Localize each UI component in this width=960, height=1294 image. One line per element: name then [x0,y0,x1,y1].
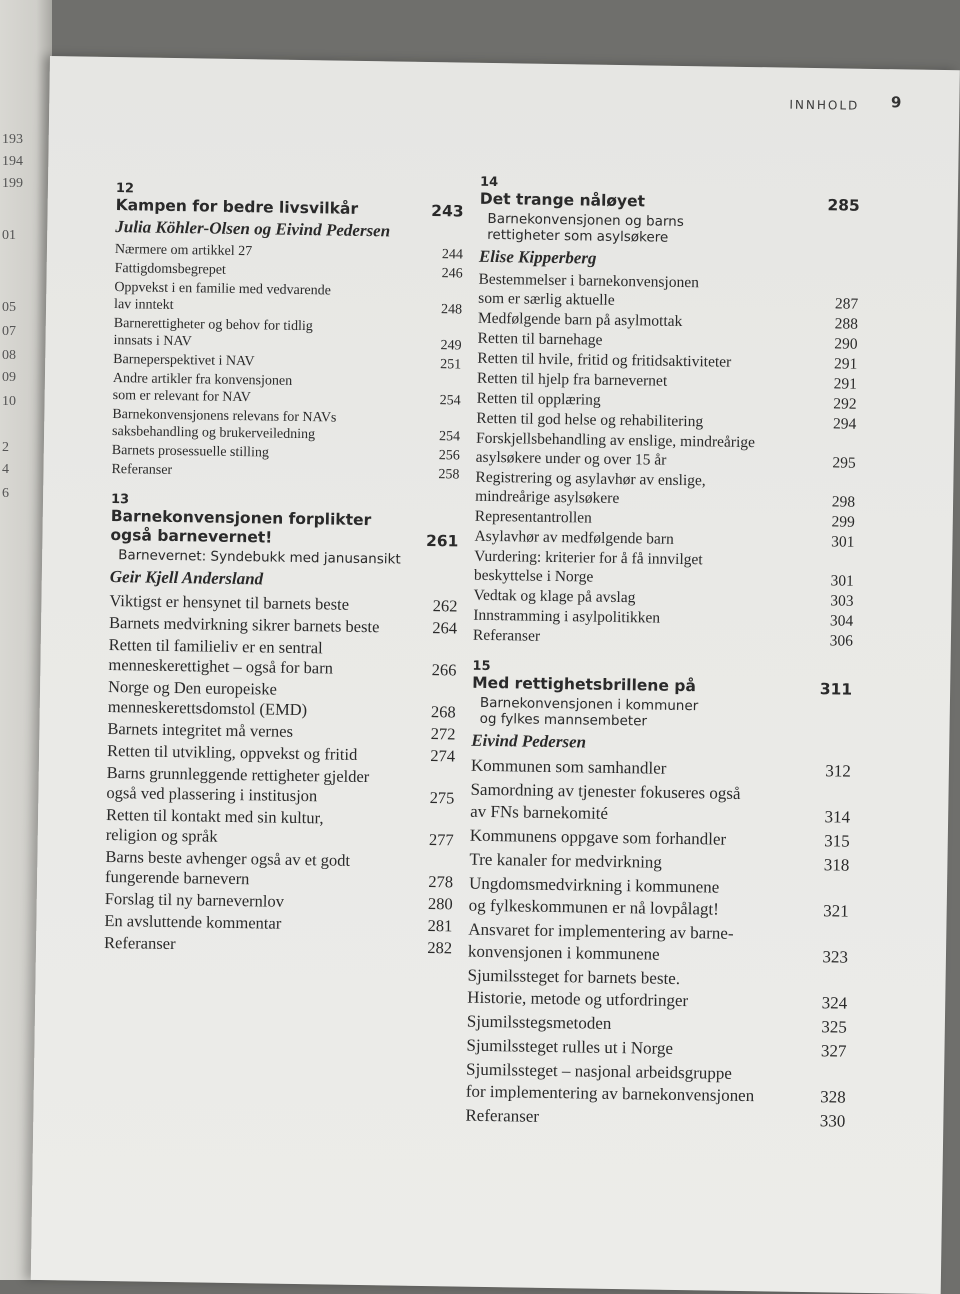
chapter-subtitle: Barnevernet: Syndebukk med janusansikt [118,547,401,568]
toc-entry [107,741,455,766]
toc-entry [104,911,452,936]
chapter-subtitle: Barnekonvensjonen og barns rettigheter som asylsøkere [487,210,684,246]
toc-entry-page: 268 [430,702,456,722]
toc-entry-page: 288 [834,315,859,333]
toc-entry-title: Referanser [472,626,541,645]
toc-entry-page: 277 [428,830,454,850]
toc-entry-title: Forskjellsbehandling av enslige, mindreårige asylsøkere under og over 15 år [475,429,756,469]
toc-entry-title: Sjumilssteget – nasjonal arbeidsgruppe for implementering av barnekonvensjonen [465,1059,755,1106]
toc-entry-page: 324 [821,993,848,1013]
toc-column-right [465,175,860,1147]
toc-entry [108,677,457,722]
toc-entry [469,849,849,877]
facing-page-number: 01 [2,228,16,243]
toc-entry [476,429,857,473]
toc-entry-page: 278 [428,872,454,892]
toc-entry-title: Oppvekst i en familie med vedvarende lav inntekt [113,280,332,313]
toc-entry-page: 315 [824,831,850,851]
toc-entry-title: Sjumilssteget rulles ut i Norge [466,1035,674,1058]
toc-entry-page: 327 [820,1041,847,1061]
facing-page-number: 194 [2,154,23,169]
toc-entry [114,279,462,318]
toc-entry [475,468,856,512]
toc-entry-page: 274 [430,746,456,766]
toc-entry-title: Barnets prosessuelle stilling [111,443,270,461]
toc-entry-title: Forslag til ny barnevernlov [104,888,285,911]
toc-entry-page: 298 [831,493,856,511]
facing-page-number: 08 [2,348,16,363]
chapter-number: 15 [472,658,491,674]
toc-entry-title: Registrering og asylavhør av enslige, mindreårige asylsøkere [475,468,706,507]
toc-entry-title: Asylavhør av medfølgende barn [474,527,674,548]
toc-entry-page: 262 [432,596,458,616]
chapter-title: Med rettighetsbrillene på [472,673,697,696]
toc-entry [109,613,457,638]
toc-entry [106,805,455,850]
toc-entry-title: Retten til god helse og rehabilitering [476,409,704,431]
toc-entry-page: 304 [829,612,854,630]
toc-entry-page: 264 [432,618,458,638]
toc-entry-page: 254 [438,429,461,445]
toc-entry-page: 258 [438,467,460,483]
toc-entry-title: Vurdering: kriterier for å få innvilget beskyttelse i Norge [473,547,703,586]
toc-entry [107,719,455,744]
toc-entry [105,847,454,892]
toc-entry-page: 281 [427,916,453,936]
toc-entry-page: 280 [427,894,453,914]
toc-entry-page: 325 [821,1017,847,1037]
toc-entry-page: 251 [440,357,462,373]
chapter [473,175,860,651]
toc-entry [112,406,460,445]
toc-entry-title: Retten til barnehage [477,329,603,349]
toc-entry-page: 295 [832,454,856,472]
facing-page-number: 09 [2,370,16,385]
toc-entry-title: Retten til familieliv er en sentral menneskerettighet – også for barn [108,634,334,678]
toc-entry [106,763,455,808]
chapter-author: Eivind Pedersen [471,730,587,752]
toc-entry-page: 291 [833,375,858,393]
toc-entry-page: 282 [427,938,453,958]
toc-entry [111,461,459,483]
toc-entry-page: 301 [830,572,854,590]
chapter-author: Julia Köhler-Olsen og Eivind Pedersen [115,217,391,241]
toc-entry-title: Retten til utvikling, oppvekst og fritid [106,740,358,764]
toc-entry-page: 292 [833,395,857,413]
toc-entry-page: 312 [825,761,852,781]
toc-entry-page: 301 [831,533,855,551]
toc-entry-page: 287 [834,295,859,313]
toc-column-left [104,181,464,972]
toc-entry-page: 299 [831,513,855,531]
toc-entry-title: Barnerettigheter og behov for tidlig innsats i NAV [113,316,313,350]
facing-page-number: 193 [2,132,23,147]
toc-entry-page: 294 [832,415,857,433]
toc-entry [104,933,452,958]
toc-entry-page: 323 [822,947,849,967]
chapter [465,659,852,1133]
chapter-page: 261 [425,531,459,551]
toc-entry-title: Nærmere om artikkel 27 [114,242,253,260]
toc-entry-title: Samordning av tjenester fokuseres også av FNs barnekomité [470,779,741,823]
facing-page-number: 07 [2,324,16,339]
toc-entry-page: 306 [829,632,854,650]
toc-entry-title: Referanser [103,932,176,954]
chapter-title: Kampen for bedre livsvilkår [115,196,359,218]
facing-page-number: 4 [2,462,9,477]
toc-entry-title: Andre artikler fra konvensjonen som er relevant for NAV [112,371,293,406]
toc-entry-page: 272 [430,724,456,744]
toc-entry-page: 330 [819,1111,846,1131]
toc-entry-page: 291 [833,355,858,373]
toc-entry [466,1035,846,1063]
toc-entry [478,270,859,314]
toc-entry-title: Barns beste avhenger også av et godt fungerende barnevern [104,846,351,889]
chapter [111,181,464,483]
toc-entry [113,315,461,354]
page-number: 9 [890,93,902,112]
toc-entry [468,919,849,969]
toc-entry-page: 328 [820,1087,846,1107]
chapter-page: 311 [819,680,853,699]
running-head: INNHOLD [789,97,860,113]
toc-entry-title: Kommunen som samhandler [470,755,667,778]
toc-entry [113,370,461,409]
toc-entry-title: Retten til hvile, fritid og fritidsaktiviteter [477,349,732,371]
toc-entry-title: Barnets medvirkning sikrer barnets beste [108,612,380,637]
chapter-subtitle: Barnekonvensjonen i kommuner og fylkes mannsembeter [479,694,699,730]
chapter [104,492,459,958]
toc-entry-page: 248 [440,302,463,318]
toc-entry [466,1059,847,1109]
toc-entry-title: Bestemmelser i barnekonvensjonen som er særlig aktuelle [478,270,700,309]
toc-entry [467,1011,847,1039]
toc-entry-title: Barnets integritet må vernes [107,718,294,741]
toc-entry [470,779,851,829]
toc-entry-title: Referanser [465,1105,540,1126]
facing-page-number: 199 [2,176,23,191]
chapter-number: 14 [479,174,499,191]
toc-entry-page: 290 [834,335,858,353]
toc-entry-title: Tre kanaler for medvirkning [469,849,663,872]
chapter-author: Geir Kjell Andersland [109,567,264,589]
toc-entry [470,825,850,853]
toc-entry-page: 314 [824,807,851,827]
facing-page-number: 2 [2,440,9,455]
toc-entry-page: 256 [438,448,460,464]
toc-entry-title: Retten til kontakt med sin kultur, religion og språk [105,804,324,846]
toc-entry-title: En avsluttende kommentar [104,910,282,933]
toc-entry [469,873,850,923]
toc-entry [109,591,457,616]
toc-entry [471,755,851,783]
toc-entry-page: 303 [830,592,854,610]
toc-entry-page: 249 [440,338,462,354]
toc-entry-title: Medfølgende barn på asylmottak [477,309,683,330]
toc-entry-title: Barns grunnleggende rettigheter gjelder også ved plassering i institusjon [106,762,370,806]
toc-entry [105,889,453,914]
toc-entry-title: Representantrollen [474,507,593,527]
toc-entry-page: 321 [823,901,849,921]
toc-entry-title: Innstramming i asylpolitikken [473,606,661,627]
toc-entry-title: Referanser [111,462,173,478]
toc-entry-title: Barnekonvensjonens relevans for NAVs saksbehandling og brukerveiledning [111,407,337,443]
toc-entry-title: Fattigdomsbegrepet [114,261,226,278]
chapter-number: 13 [110,492,130,508]
toc-entry-title: Retten til hjelp fra barnevernet [476,369,668,390]
toc-entry-title: Ansvaret for implementering av barne- konvensjonen i kommunene [467,919,734,964]
toc-entry-title: Kommunens oppgave som forhandler [469,825,727,849]
toc-entry-page: 318 [823,855,850,875]
chapter-title-row [110,507,459,550]
toc-entry-page: 246 [441,266,463,282]
toc-entry [465,1105,845,1133]
toc-entry-title: Vedtak og klage på avslag [473,586,636,607]
toc-entry [108,635,457,680]
toc-entry-title: Barneperspektivet i NAV [113,352,255,370]
toc-entry-title: Retten til opplæring [476,389,601,409]
chapter-author: Elise Kipperberg [478,246,597,268]
toc-entry-page: 244 [441,247,464,263]
chapter-page: 243 [431,202,464,221]
book-page [31,56,960,1294]
toc-entry [474,547,855,591]
facing-page-number: 6 [2,486,9,501]
toc-entry-title: Sjumilssteget for barnets beste. Historie, metode og utfordringer [467,965,689,1011]
toc-entry-title: Norge og Den europeiske menneskerettsdomstol (EMD) [107,676,308,720]
toc-entry-title: Viktigst er hensynet til barnets beste [109,591,350,614]
chapter-page: 285 [827,196,860,215]
chapter-title: Barnekonvensjonen forplikter også barnevernet! [110,507,372,547]
toc-entry-page: 266 [431,660,457,680]
toc-entry-page: 254 [439,393,461,409]
facing-page-number: 05 [2,300,16,315]
facing-page-number: 10 [2,394,16,409]
toc-entry-title: Ungdomsmedvirkning i kommunene og fylkeskommunen er nå lovpålagt! [468,873,720,919]
chapter-title: Det trange nåløyet [479,189,646,211]
toc-entry-page: 275 [429,788,455,808]
toc-entry [467,965,848,1015]
toc-entry-title: Sjumilsstegsmetoden [466,1011,612,1033]
chapter-number: 12 [115,181,135,197]
